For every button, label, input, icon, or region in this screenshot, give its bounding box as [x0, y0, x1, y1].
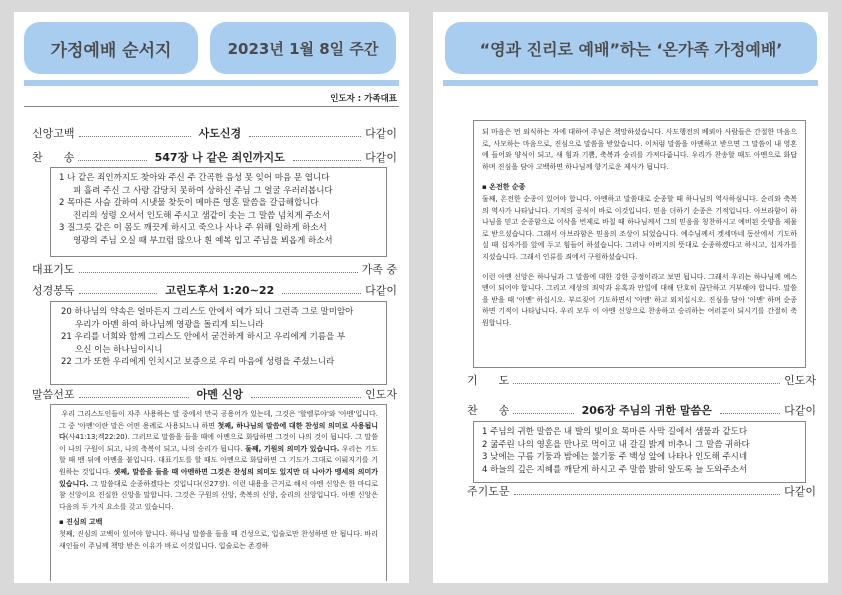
leader-label: 인도자 : 가족대표: [330, 94, 397, 104]
leader-dots: [79, 397, 189, 398]
bulletin-title-pill: [24, 22, 198, 74]
hymn-lyrics-box: [473, 421, 806, 483]
leader-dots: [514, 494, 781, 495]
order-label: 기 도: [467, 374, 510, 387]
order-title: 206장 주님의 귀한 말씀은: [581, 404, 712, 417]
leader-dots: [293, 160, 361, 161]
order-sermon: [32, 386, 397, 402]
sermon-subheading: ▪ 온전한 순종: [482, 183, 526, 192]
accent-bar: [443, 80, 818, 86]
leader-dots: [79, 136, 191, 137]
order-participant: 가족 중: [361, 263, 397, 276]
order-lords-prayer: [467, 483, 816, 499]
date-pill: [210, 22, 396, 74]
hymn-line: 1 나 같은 죄인까지도 찾아와 주신 주 간곡한 음성 못 잊어 마음 문 엽니다: [59, 173, 330, 183]
order-label: 신앙고백: [32, 127, 75, 140]
sermon-box: [50, 404, 387, 581]
order-participant: 다같이: [784, 404, 816, 417]
hymn-line: 4 하늘의 깊은 지혜를 깨닫게 하시고 주 말씀 밝히 알도록 늘 도와주소서: [482, 464, 748, 475]
order-scripture: [32, 282, 397, 298]
verse-line: 으신 이는 하나님이시니: [75, 344, 163, 355]
leader-dots: [79, 293, 158, 294]
order-title: 547장 나 같은 죄인까지도: [154, 151, 285, 164]
sermon-paragraph: 이런 아멘 신앙은 하나님과 그 말씀에 대한 강한 긍정이라고 보면 됩니다. 그래서 우리는 하나님께 예스맨이 되어야 합니다. 그리고 세상의 죄악과 유혹과 안일에 대해 단호히 끊단하고 거부해야 합니다. 말씀을 받을 때 '아멘' 하십시오. 부르짖어 기도하면서 '아멘' 하고 외치십시오. 진심을 담아 '아멘' 하며 순종하면 기적이 나타납니다. 우리 모두 이 아멘 신앙으로 찬송하고 승리하는 여러분이 되시기를 간절히 축원합니다.: [482, 272, 797, 327]
order-label: 주기도문: [467, 485, 510, 498]
hymn-line: 진리의 성령 오셔서 인도해 주시고 샘같이 솟는 그 말씀 넘치게 주소서: [73, 210, 330, 221]
hymn-line: 1 주님의 귀한 말씀은 내 발의 빛이요 목마른 사막 길에서 샘물과 같도다: [482, 427, 748, 437]
verse-line: 22 그가 또한 우리에게 인치시고 보증으로 우리 마음에 성령을 주셨느니라: [61, 357, 335, 368]
order-participant: 인도자: [784, 374, 816, 387]
verse-line: 20 하나님의 약속은 얼마든지 그리스도 안에서 예가 되니 그런즉 그로 말미암아: [61, 307, 354, 317]
order-prayer: [32, 261, 397, 277]
verse-line: 21 우리를 너희와 함께 그리스도 안에서 굳건하게 하시고 우리에게 기름을 부: [61, 332, 346, 343]
order-participant: 인도자: [365, 388, 397, 401]
accent-bar: [24, 80, 399, 86]
order-participant: 다같이: [784, 485, 816, 498]
order-title: 사도신경: [198, 127, 242, 140]
hymn-line: 2 목마른 사슴 갈하여 시냇물 찾듯이 메마른 영혼 말씀을 갈급해합니다: [59, 198, 319, 209]
order-label: 찬 송: [32, 151, 75, 164]
leader-dots: [513, 383, 780, 384]
hymn-line: 3 질그릇 같은 이 몸도 깨끗게 하시고 죽으나 사나 주 위해 일하게 하소서: [59, 223, 327, 234]
left-page: [14, 12, 409, 583]
sermon-paragraph: 첫째, 진심의 고백이 있어야 합니다. 하나님 말씀을 들을 때 건성으로, 입술로만 찬성하면 안 됩니다. 바리새인들이 주님께 책망 받은 이유가 바로 이것입니다. 입술로는 존경하: [59, 529, 378, 550]
bulletin-title: 가정예배 순서지: [50, 40, 172, 61]
sermon-paragraph: 되 마음은 먼 외식하는 자에 대하여 주님은 책망하셨습니다. 사도행전의 베뢰아 사람들은 간절한 마음으로, 사모하는 마음으로, 진심으로 말씀을 받았습니다. 이처럼 말씀을 아멘하고 받으면 그 말씀이 내 영혼에 들어와 양식이 되고, 새 힘과 기쁨, 축복과 승리를 가져다줍니다. 우리가 찬송할 때도 아멘으로 화답하며 진심을 담아 고백하면 하나님께 향기로운 제사가 됩니다.: [482, 128, 797, 171]
divider: [24, 106, 399, 107]
sermon-paragraph: 둘째, 온전한 순종이 있어야 합니다. 아멘하고 말씀대로 순종할 때 하나님의 역사하심니다. 순리와 축복의 역사가 나타납니다. 기적의 공식이 바로 이것입니다. 믿음 더하기 순종은 기적입니다. 아브라함이 하나님을 믿고 순종함으로 이삭을 번제로 바칠 때 하나님께서 그의 믿음을 칭찬하시고 예비된 숫양을 제물로 받으셨습니다. 그래서 아브라함은 믿음의 조상이 되었습니다. 예수님께서 겟세마네 동산에서 기도하실 때 십자가를 앞에 두고 힘들어 하셨습니다. 그러나 아버지의 뜻대로 순종하겠다고 하시고, 십자가를 지셨습니다. 그래서 인류를 죄에서 구원하셨습니다.: [482, 194, 797, 261]
hymn-lyrics-box: [50, 167, 387, 257]
week-date: 2023년 1월 8일 주간: [227, 39, 379, 58]
leader-dots: [249, 136, 361, 137]
order-label: 찬 송: [467, 404, 510, 417]
sermon-paragraph: 우리 그리스도인들이 자주 사용하는 말 중에서 만국 공용어가 있는데, 그것은 '할렐루야'와 '아멘'입니다. 그 중 '아멘'이란 말은 어떤 용례로 사용되느냐 하면 첫째, 하나님의 말씀에 대한 찬성의 의미로 사용됩니다(사41:13;겍22:20). 그러므로 말씀을 들을 때에 아멘으로 화답하면 그것이 나의 것이 됩니다. 그 말씀이 나의 구원이 되고, 나의 축복이 되고, 나의 승리가 됩니다. 둘째, 기원의 의미가 있습니다. 우리는 기도할 때 맨 뒤에 아멘을 붙입니다. 대표기도를 할 때도 아멘으로 화답하면 그 기도가 그대로 이뤄지기를 기원하는 것입니다. 셋째, 말씀을 들을 때 아멘하면 그것은 찬성의 의미도 있지만 더 나아가 맹세의 의미가 있습니다. 그 말씀대로 순종하겠다는 것입니다(신27장). 이런 내용을 근거로 해서 아멘 신앙은 한 마디로 참 신앙이요 진실한 신앙을 말합니다. 그것은 구원의 신앙, 축복의 신앙, 승리의 신앙입니다. 아멘 신앙은 다음의 두 가지 요소를 갖고 있습니다.: [59, 410, 378, 511]
leader-dots: [251, 397, 361, 398]
right-page: [433, 12, 828, 583]
order-title: 고린도후서 1:20~22: [165, 284, 275, 297]
leader-dots: [79, 272, 358, 273]
leader-dots: [513, 413, 573, 414]
hymn-line: 영광의 주님 오실 때 부끄럼 많으나 흰 예복 입고 주님을 뵈옵게 하소서: [73, 235, 333, 246]
order-participant: 다같이: [365, 127, 398, 140]
order-label: 성경봉독: [32, 284, 75, 297]
theme-title-pill: [445, 22, 817, 74]
order-label: 말씀선포: [32, 388, 75, 401]
leader-dots: [720, 413, 780, 414]
leader-dots: [282, 293, 361, 294]
hymn-line: 3 낮에는 구름 기둥과 밤에는 불기둥 주 백성 앞에 나타나 인도해 주시네: [482, 452, 748, 463]
order-participant: 다같이: [365, 151, 397, 164]
hymn-line: 2 굶주린 나의 영혼을 만나로 먹이고 내 갈길 밝게 비추니 그 말씀 귀하다: [482, 439, 750, 450]
order-title: 아멘 신앙: [196, 388, 243, 401]
order-label: 대표기도: [32, 263, 75, 276]
hymn-line: 피 흘려 주신 그 사랑 감당치 못하여 상하신 주님 그 얼굴 우러러봅니다: [73, 185, 333, 196]
verse-line: 우리가 아멘 하여 하나님께 영광을 돌리게 되느니라: [75, 319, 264, 330]
leader-dots: [78, 160, 146, 161]
theme-title: “영과 진리로 예배”하는 ‘온가족 가정예배’: [479, 39, 783, 59]
order-participant: 다같이: [365, 284, 398, 297]
scripture-box: [50, 301, 387, 385]
sermon-continued-box: [473, 120, 806, 368]
sermon-subheading: ▪ 진심의 고백: [59, 518, 103, 527]
order-prayer: [467, 372, 816, 388]
order-hymn: [467, 402, 816, 418]
order-hymn: [32, 149, 397, 165]
order-creed: [32, 125, 397, 141]
